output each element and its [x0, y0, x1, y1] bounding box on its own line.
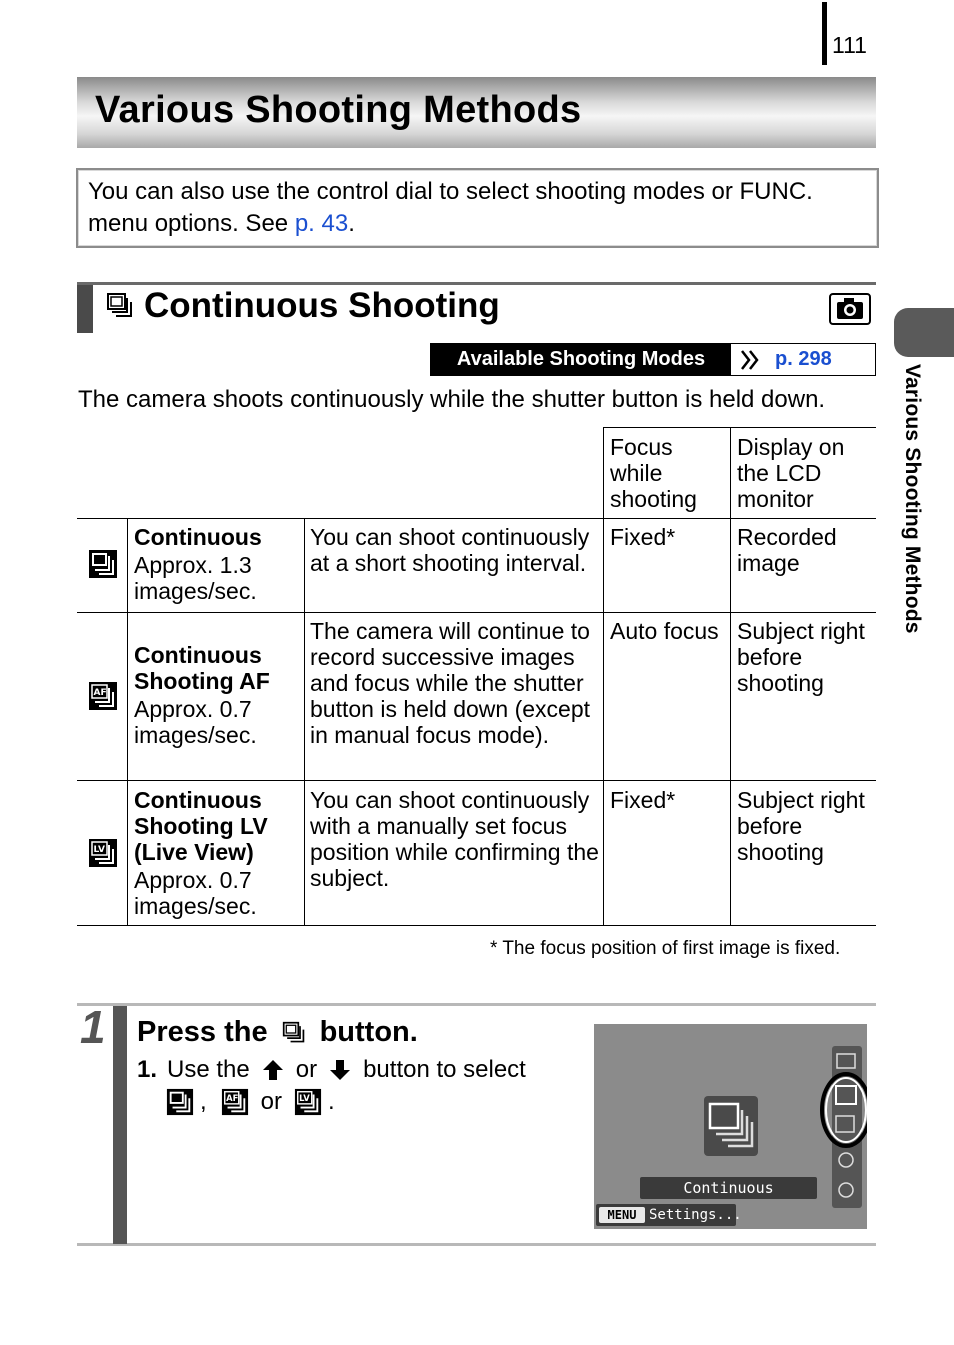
step-rule-top	[77, 1003, 876, 1006]
header-display: Display on the LCD monitor	[737, 434, 845, 512]
row2-display: Subject right before shooting	[737, 618, 865, 696]
step-instruction-2	[166, 1088, 335, 1116]
lead-text: The camera shoots continuously while the shutter button is held down.	[78, 386, 826, 413]
side-tab-label: Various Shooting Methods	[901, 364, 924, 634]
intro-period: .	[348, 210, 355, 237]
row2-desc: The camera will continue to record successive images and focus while the shutter button is held down (except in manual focus mode).	[310, 618, 591, 748]
section-title: Continuous Shooting	[144, 286, 500, 325]
step-marker	[113, 1006, 127, 1244]
svg-text:AF: AF	[225, 1093, 239, 1104]
substep-number: 1.	[137, 1056, 158, 1083]
row3-rate: Approx. 0.7 images/sec.	[134, 867, 257, 919]
continuous-icon	[282, 1021, 306, 1045]
continuous-icon	[88, 549, 118, 579]
row3-display: Subject right before shooting	[737, 787, 865, 865]
page-title: Various Shooting Methods	[95, 89, 582, 131]
up-arrow-icon	[260, 1057, 286, 1083]
step-title	[137, 1016, 418, 1049]
separator-comma: ,	[200, 1088, 207, 1115]
row2-rate: Approx. 0.7 images/sec.	[134, 696, 257, 748]
intro-page-link[interactable]: p. 43	[294, 210, 349, 237]
step-title-before: Press the	[137, 1016, 268, 1048]
step-instruction-1	[137, 1056, 526, 1084]
lcd-menu-label: Settings...	[649, 1207, 742, 1223]
row2-focus: Auto focus	[610, 618, 719, 644]
svg-text:AF: AF	[93, 688, 107, 698]
row1-display: Recorded image	[737, 524, 837, 576]
header-focus: Focus while shooting	[610, 434, 697, 512]
row3-desc: You can shoot continuously with a manually set focus position while confirming the subject.	[310, 787, 599, 891]
step-number: 1	[80, 1001, 106, 1053]
available-modes-label: Available Shooting Modes	[431, 344, 731, 375]
row1-rate: Approx. 1.3 images/sec.	[134, 552, 257, 604]
svg-text:LV: LV	[93, 845, 105, 855]
lcd-screen	[594, 1024, 867, 1229]
step-title-after: button.	[319, 1016, 418, 1048]
row3-focus: Fixed*	[610, 787, 676, 813]
down-arrow-icon	[327, 1057, 353, 1083]
row1-focus: Fixed*	[610, 524, 676, 550]
intro-text: You can also use the control dial to select shooting modes or FUNC. menu options. See	[88, 178, 813, 237]
substep-text-b: or	[295, 1056, 318, 1083]
row2-mode	[134, 642, 299, 748]
row3-mode	[134, 787, 299, 919]
table-footnote: * The focus position of first image is fixed.	[490, 938, 841, 959]
row2-name: Continuous Shooting AF	[134, 642, 270, 694]
continuous-icon	[166, 1088, 194, 1116]
lcd-mode-label: Continuous	[683, 1179, 774, 1197]
substep-text-a: Use the	[167, 1056, 250, 1083]
svg-text:LV: LV	[299, 1093, 310, 1104]
continuous-af-icon	[88, 681, 118, 711]
row3-name: Continuous Shooting LV (Live View)	[134, 787, 268, 865]
row1-mode	[134, 524, 299, 604]
row1-desc: You can shoot continuously at a short shooting interval.	[310, 524, 590, 576]
continuous-lv-icon	[294, 1088, 322, 1116]
page-number: 111	[832, 32, 867, 58]
row1-name: Continuous	[134, 524, 262, 550]
lcd-menu-key: MENU	[607, 1208, 637, 1222]
modes-page-link[interactable]: p. 298	[775, 348, 832, 370]
lcd-continuous-icon	[704, 1096, 758, 1156]
continuous-af-icon	[221, 1088, 249, 1116]
substep-text-c: button to select	[363, 1056, 526, 1083]
separator-period: .	[328, 1088, 335, 1115]
continuous-lv-icon	[88, 838, 118, 868]
separator-or: or	[260, 1088, 283, 1115]
step-rule-bottom	[77, 1243, 876, 1246]
